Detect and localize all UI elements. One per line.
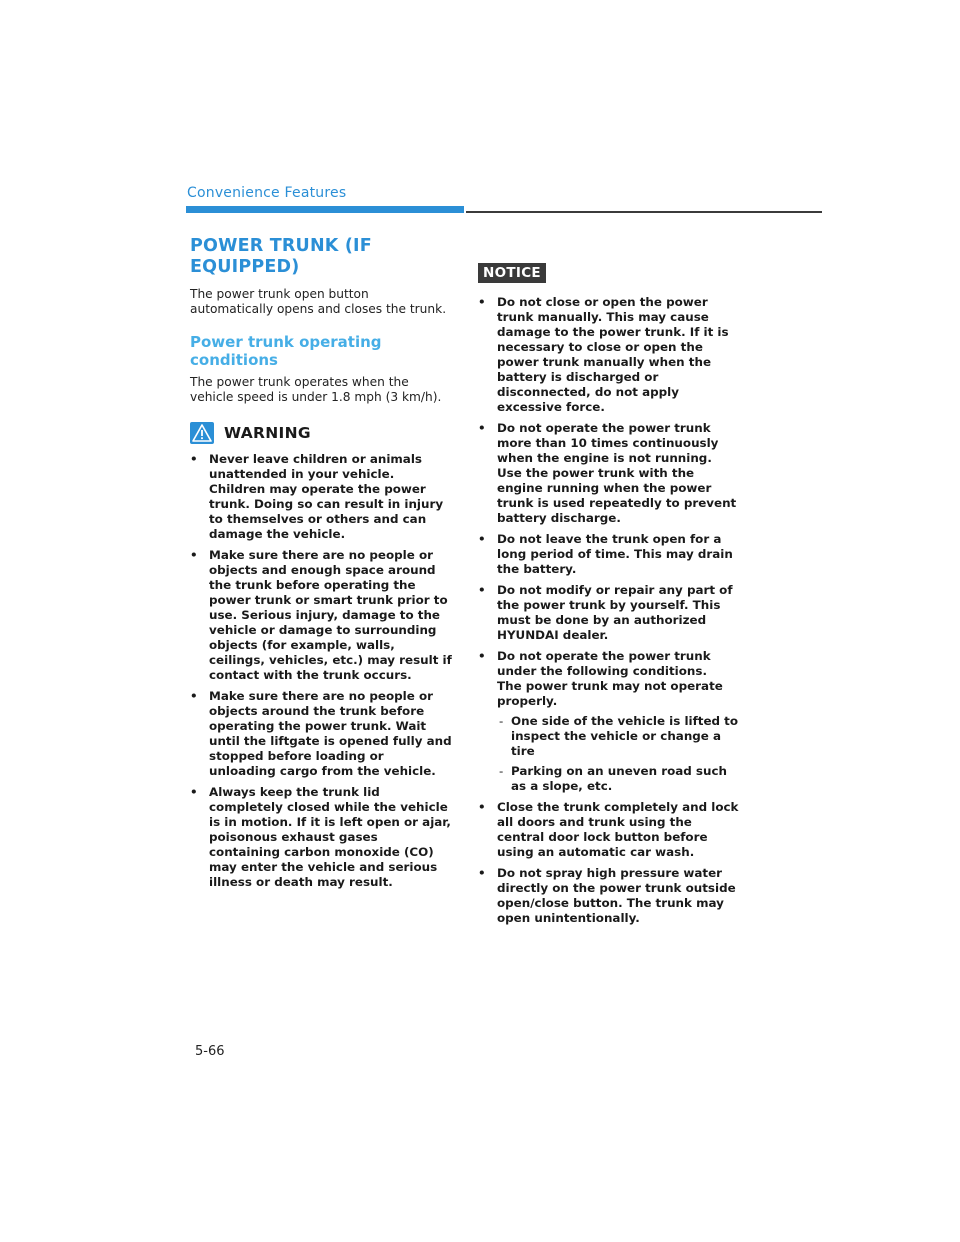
conditions-title: Power trunk operating conditions: [190, 333, 382, 369]
header-divider-rule: [466, 211, 822, 213]
left-column: [190, 236, 452, 896]
notice-conditions-note: The power trunk may not operate properly.: [497, 679, 723, 708]
section-intro: The power trunk open button automatically opens and closes the trunk.: [190, 287, 447, 316]
warning-triangle-icon: [190, 422, 214, 444]
warning-item: • Never leave children or animals unattended in your vehicle. Children may operate the power trunk. Doing so can result in injury to themselves or others and can damage the vehicle.: [190, 452, 452, 542]
chapter-title: Convenience Features: [187, 185, 347, 201]
warning-item: • Always keep the trunk lid completely closed while the vehicle is in motion. If it is left open or ajar, poisonous exhaust gases containing carbon monoxide (CO) may enter the vehicle and serious illness or death may result.: [190, 785, 452, 890]
notice-sub-list: [497, 714, 740, 794]
right-column: [478, 262, 740, 932]
page-number: 5-66: [195, 1044, 225, 1059]
notice-item: • Close the trunk completely and lock all doors and trunk using the central door lock button before using an automatic car wash.: [478, 800, 740, 860]
warning-label: WARNING: [224, 424, 311, 442]
notice-item-conditions: [478, 649, 740, 794]
warning-header: [190, 422, 452, 444]
header-accent-rule: [186, 206, 464, 213]
notice-item: • Do not close or open the power trunk manually. This may cause damage to the power trunk. If it is necessary to close or open the power trunk manually when the battery is discharged or disconnected, do not apply excessive force.: [478, 295, 740, 415]
warning-item: • Make sure there are no people or objects around the trunk before operating the power trunk. Wait until the liftgate is opened fully and stopped before loading or unloading cargo from the vehicle.: [190, 689, 452, 779]
warning-item: • Make sure there are no people or objects and enough space around the trunk before operating the power trunk or smart trunk prior to use. Serious injury, damage to the vehicle or damage to surrounding objects (for example, walls, ceilings, vehicles, etc.) may result if contact with the trunk occurs.: [190, 548, 452, 683]
notice-item: • Do not spray high pressure water directly on the power trunk outside open/close button. The trunk may open unintentionally.: [478, 866, 740, 926]
notice-sub-item: - Parking on an uneven road such as a slope, etc.: [497, 764, 740, 794]
notice-item: • Do not modify or repair any part of the power trunk by yourself. This must be done by an authorized HYUNDAI dealer.: [478, 583, 740, 643]
notice-list: [478, 295, 740, 926]
notice-conditions-text: Do not operate the power trunk under the following conditions.: [497, 649, 711, 678]
notice-item: • Do not operate the power trunk more than 10 times continuously when the engine is not running. Use the power trunk with the engine running when the power trunk is used repeatedly to prevent battery discharge.: [478, 421, 740, 526]
notice-item: • Do not leave the trunk open for a long period of time. This may drain the battery.: [478, 532, 740, 577]
conditions-text: The power trunk operates when the vehicle speed is under 1.8 mph (3 km/h).: [190, 375, 442, 404]
notice-badge: NOTICE: [478, 263, 546, 283]
notice-sub-item: - One side of the vehicle is lifted to inspect the vehicle or change a tire: [497, 714, 740, 759]
warning-list: [190, 452, 452, 890]
section-title: POWER TRUNK (IF EQUIPPED): [190, 236, 372, 277]
